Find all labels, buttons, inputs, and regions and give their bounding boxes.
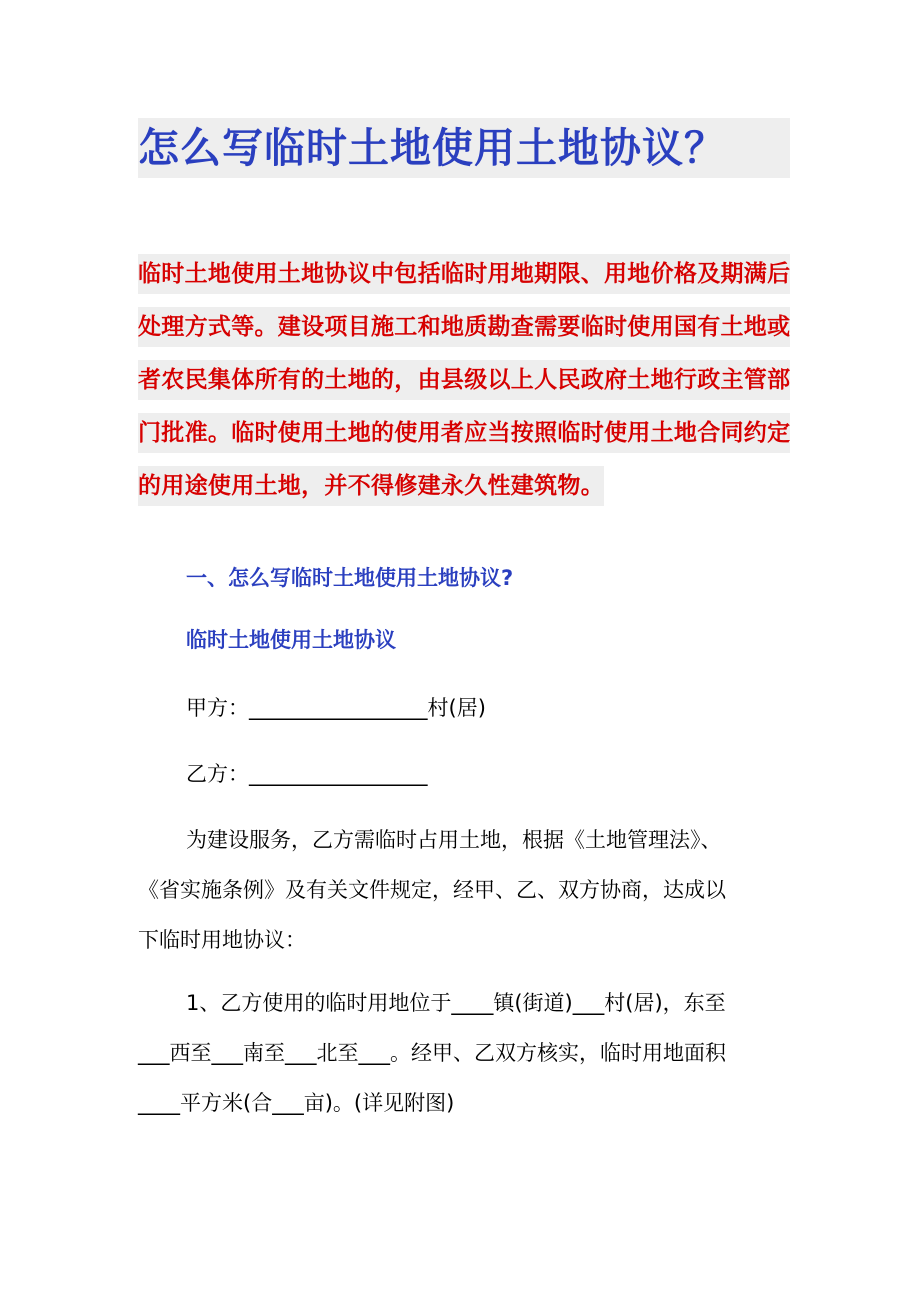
clause-line: 1、乙方使用的临时用地位于____镇(街道)___村(居)，东至 (186, 991, 726, 1015)
intro-line: 的用途使用土地，并不得修建永久性建筑物。 (138, 466, 604, 506)
intro-line: 处理方式等。建设项目施工和地质勘查需要临时使用国有土地或 (138, 307, 790, 347)
section-heading: 一、怎么写临时土地使用土地协议? (186, 566, 514, 590)
preamble-line: 为建设服务，乙方需临时占用土地，根据《土地管理法》、 (186, 828, 722, 852)
party-b-line: 乙方：_________________ (186, 762, 428, 786)
intro-paragraph (138, 254, 790, 519)
intro-line: 临时土地使用土地协议中包括临时用地期限、用地价格及期满后 (138, 254, 790, 294)
preamble-line: 《省实施条例》及有关文件规定，经甲、乙、双方协商，达成以 (138, 878, 726, 902)
document-title: 怎么写临时土地使用土地协议？ (138, 118, 790, 178)
clause-line: ____平方米(合___亩)。(详见附图) (138, 1091, 455, 1115)
intro-line: 者农民集体所有的土地的，由县级以上人民政府土地行政主管部 (138, 360, 790, 400)
party-a-line: 甲方：_________________村(居) (186, 696, 486, 720)
preamble-line: 下临时用地协议： (138, 928, 306, 952)
intro-line: 门批准。临时使用土地的使用者应当按照临时使用土地合同约定 (138, 413, 790, 453)
clause-line: ___西至___南至___北至___。经甲、乙双方核实，临时用地面积 (138, 1041, 726, 1065)
agreement-title: 临时土地使用土地协议 (186, 628, 396, 652)
